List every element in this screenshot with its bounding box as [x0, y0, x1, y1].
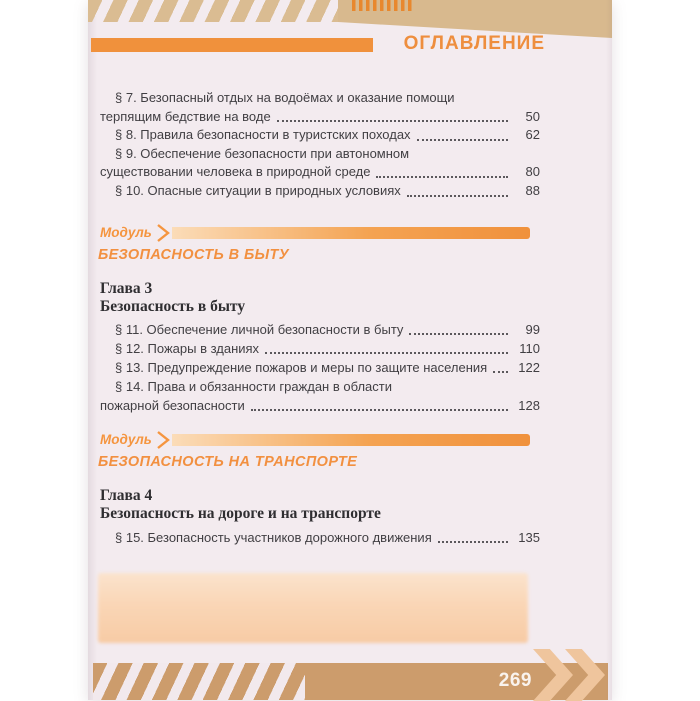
module-gradient-bar — [172, 434, 530, 446]
toc-entry-page: 122 — [518, 360, 540, 375]
toc-entry-page: 80 — [525, 164, 540, 180]
toc-entry-row — [100, 126, 540, 145]
peach-showthrough-block — [98, 573, 528, 643]
toc-entry-text: § 9. Обеспечение безопасности при автономном — [115, 145, 410, 161]
toc-section-chapter4 — [100, 528, 540, 547]
dot-leader — [251, 409, 508, 411]
module-section-transport — [98, 431, 530, 470]
toc-entry-text: § 10. Опасные ситуации в природных условиях — [115, 182, 401, 198]
module-section-byt — [98, 224, 530, 263]
module-badge-label: Модуль — [100, 225, 152, 240]
chapter-title: Безопасность в быту — [100, 297, 246, 315]
toc-section-top — [100, 89, 540, 201]
chapter-number: Глава 3 — [100, 280, 153, 297]
toc-entry-row — [100, 182, 540, 201]
toc-entry-row — [100, 339, 540, 358]
toc-entry-text: § 15. Безопасность участников дорожного движения — [115, 530, 432, 545]
toc-entry-row — [100, 528, 540, 547]
toc-entry-text: § 14. Права и обязанности граждан в области — [115, 379, 392, 394]
module-title: БЕЗОПАСНОСТЬ НА ТРАНСПОРТЕ — [98, 454, 358, 470]
page-title: ОГЛАВЛЕНИЕ — [403, 33, 545, 54]
toc-entry-page: 99 — [525, 322, 540, 337]
toc-entry-row — [100, 163, 540, 182]
toc-entry-page: 110 — [519, 341, 540, 356]
page-number: 269 — [498, 670, 532, 691]
chapter-heading — [100, 280, 540, 315]
double-chevron-right-icon — [533, 649, 573, 701]
diagonal-stripes-decoration — [88, 0, 346, 22]
dot-leader — [376, 176, 508, 178]
module-badge — [98, 224, 530, 242]
toc-entry-text: § 11. Обеспечение личной безопасности в быту — [115, 322, 404, 337]
toc-entry-page: 62 — [525, 127, 540, 143]
chevron-right-icon — [156, 224, 171, 242]
module-title: БЕЗОПАСНОСТЬ В БЫТУ — [98, 247, 289, 263]
toc-entry-text: § 8. Правила безопасности в туристских походах — [115, 127, 411, 143]
dot-leader — [417, 139, 508, 141]
toc-entry-text: терпящим бедствие на воде — [100, 108, 271, 124]
dot-leader — [265, 352, 508, 354]
toc-entry-row — [100, 396, 540, 415]
toc-entry-text: § 7. Безопасный отдых на водоёмах и оказание помощи — [115, 90, 455, 105]
chapter-number: Глава 4 — [100, 487, 153, 504]
toc-entry-row — [100, 358, 540, 377]
chapter-title: Безопасность на дороге и на транспорте — [100, 504, 381, 522]
comb-ticks-decoration — [352, 0, 412, 11]
toc-entry-page: 50 — [525, 108, 540, 124]
chapter-heading — [100, 487, 540, 522]
toc-entry-text: пожарной безопасности — [100, 398, 245, 413]
toc-entry-row — [100, 320, 540, 339]
toc-entry-text: § 13. Предупреждение пожаров и меры по защите населения — [115, 360, 488, 375]
dot-leader — [438, 541, 508, 543]
dot-leader — [277, 120, 508, 122]
toc-entry-page: 128 — [518, 398, 540, 413]
header-rule-bar — [91, 38, 373, 52]
chevron-right-icon — [156, 431, 171, 449]
dot-leader — [409, 333, 508, 335]
module-badge-label: Модуль — [100, 432, 152, 447]
dot-leader — [407, 195, 508, 197]
toc-entry-text: существовании человека в природной среде — [100, 164, 371, 180]
toc-entry-page: 88 — [525, 182, 540, 198]
toc-entry-text: § 12. Пожары в зданиях — [115, 341, 260, 356]
diagonal-stripes-decoration — [93, 663, 305, 700]
module-gradient-bar — [172, 227, 530, 239]
dot-leader — [493, 371, 508, 373]
toc-entry-row — [100, 108, 540, 127]
module-badge — [98, 431, 530, 449]
toc-entry-page: 135 — [518, 530, 540, 545]
book-page — [88, 0, 612, 700]
toc-section-chapter3 — [100, 320, 540, 415]
footer-band — [93, 663, 608, 700]
